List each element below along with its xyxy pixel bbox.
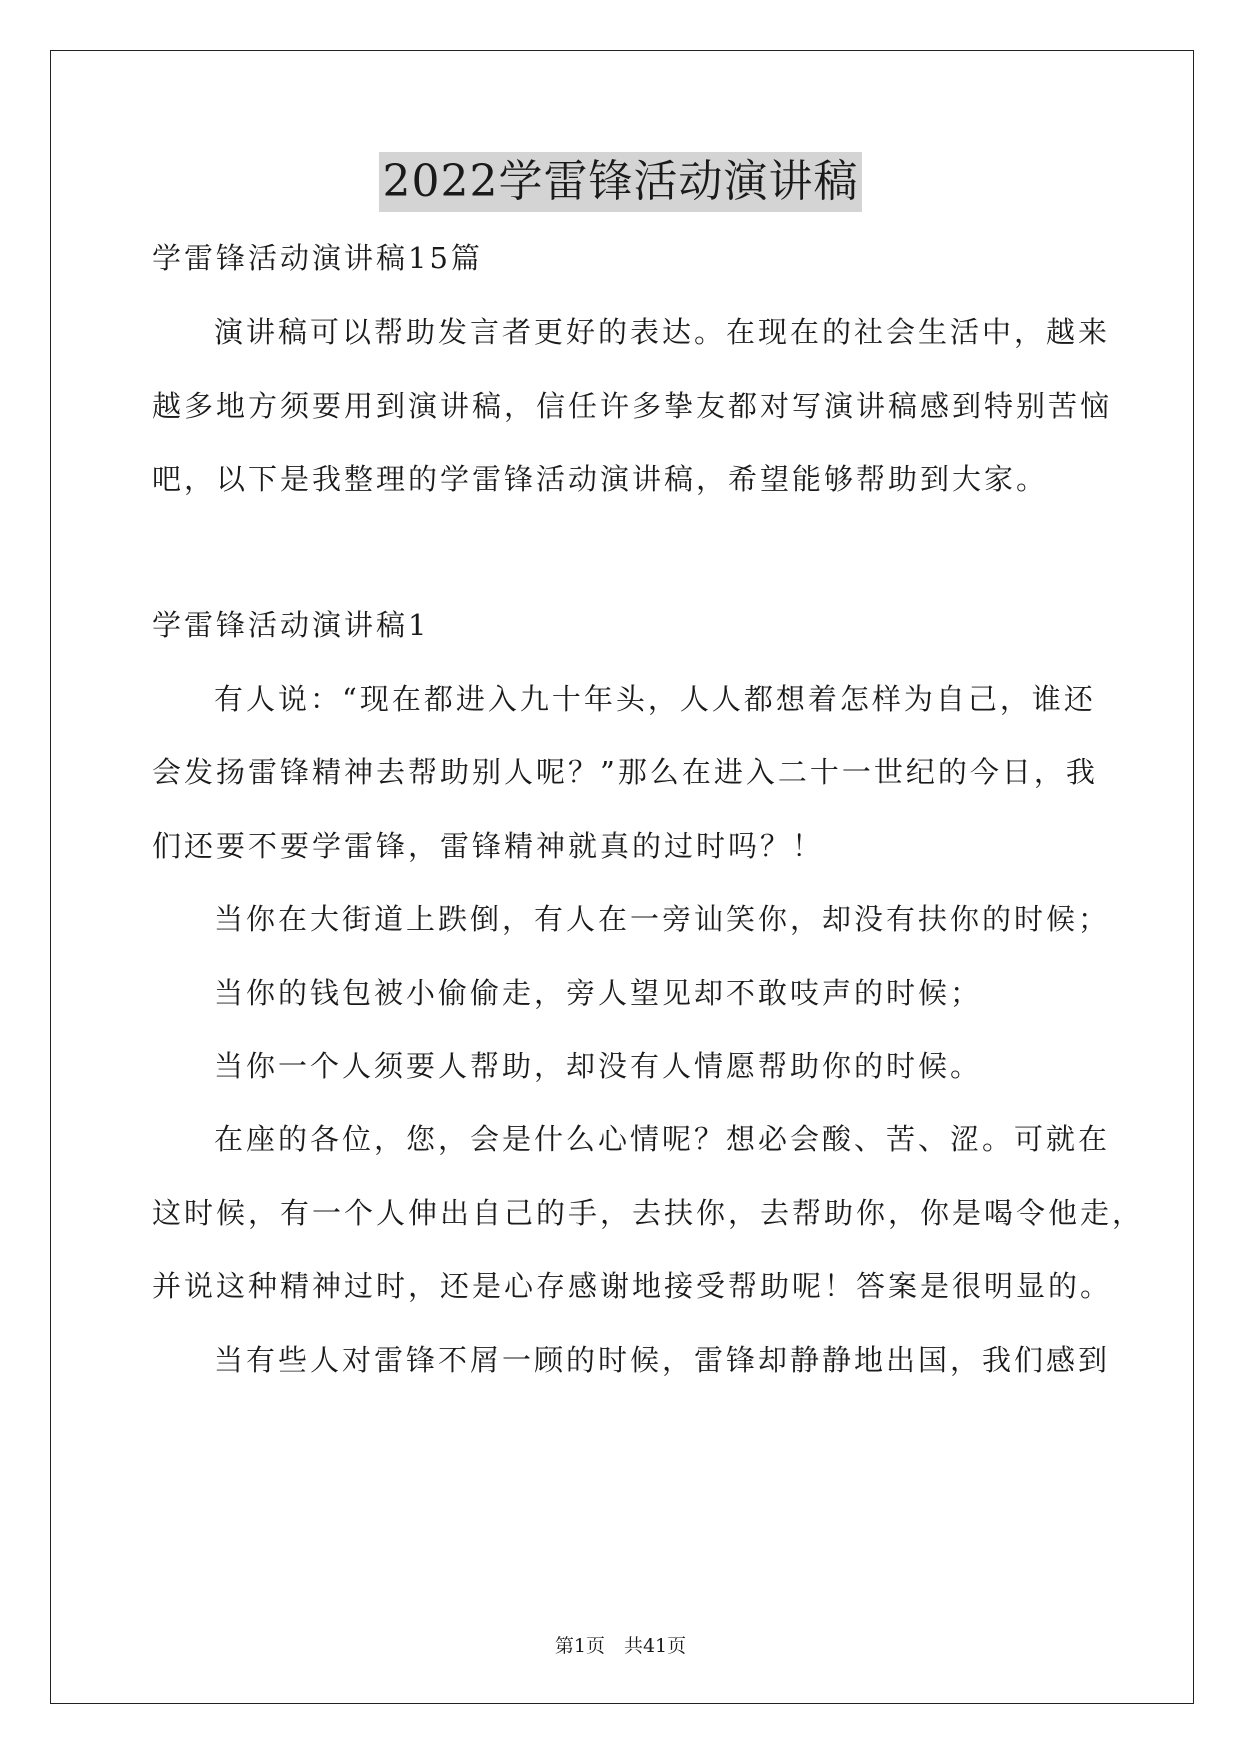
paragraph-line: 当有些人对雷锋不屑一顾的时候，雷锋却静静地出国，我们感到 xyxy=(214,1343,1111,1377)
subtitle-line: 学雷锋活动演讲稿15篇 xyxy=(152,241,483,275)
paragraph-line: 当你在大街道上跌倒，有人在一旁讪笑你，却没有扶你的时候； xyxy=(214,902,1111,936)
paragraph-line: 会发扬雷锋精神去帮助别人呢？”那么在进入二十一世纪的今日，我 xyxy=(152,755,1098,789)
page-footer: 第1页 共41页 xyxy=(554,1635,687,1657)
section-heading: 学雷锋活动演讲稿1 xyxy=(152,608,430,642)
page-border xyxy=(50,50,1194,1704)
paragraph-line: 在座的各位，您，会是什么心情呢？想必会酸、苦、涩。可就在 xyxy=(214,1122,1111,1156)
paragraph-line: 吧，以下是我整理的学雷锋活动演讲稿，希望能够帮助到大家。 xyxy=(152,462,1049,496)
paragraph-line: 当你的钱包被小偷偷走，旁人望见却不敢吱声的时候； xyxy=(214,976,983,1010)
paragraph-line: 并说这种精神过时，还是心存感谢地接受帮助呢！答案是很明显的。 xyxy=(152,1269,1113,1303)
paragraph-line: 演讲稿可以帮助发言者更好的表达。在现在的社会生活中，越来 xyxy=(214,315,1111,349)
paragraph-line: 这时候，有一个人伸出自己的手，去扶你，去帮助你，你是喝令他走， xyxy=(152,1196,1145,1230)
paragraph-line: 有人说：“现在都进入九十年头，人人都想着怎样为自己，谁还 xyxy=(214,682,1096,716)
title-container xyxy=(0,152,1241,212)
paragraph-line: 越多地方须要用到演讲稿，信任许多挚友都对写演讲稿感到特别苦恼 xyxy=(152,389,1113,423)
paragraph-line: 当你一个人须要人帮助，却没有人情愿帮助你的时候。 xyxy=(214,1049,983,1083)
document-title: 2022学雷锋活动演讲稿 xyxy=(379,152,863,212)
paragraph-line: 们还要不要学雷锋，雷锋精神就真的过时吗？！ xyxy=(152,829,825,863)
